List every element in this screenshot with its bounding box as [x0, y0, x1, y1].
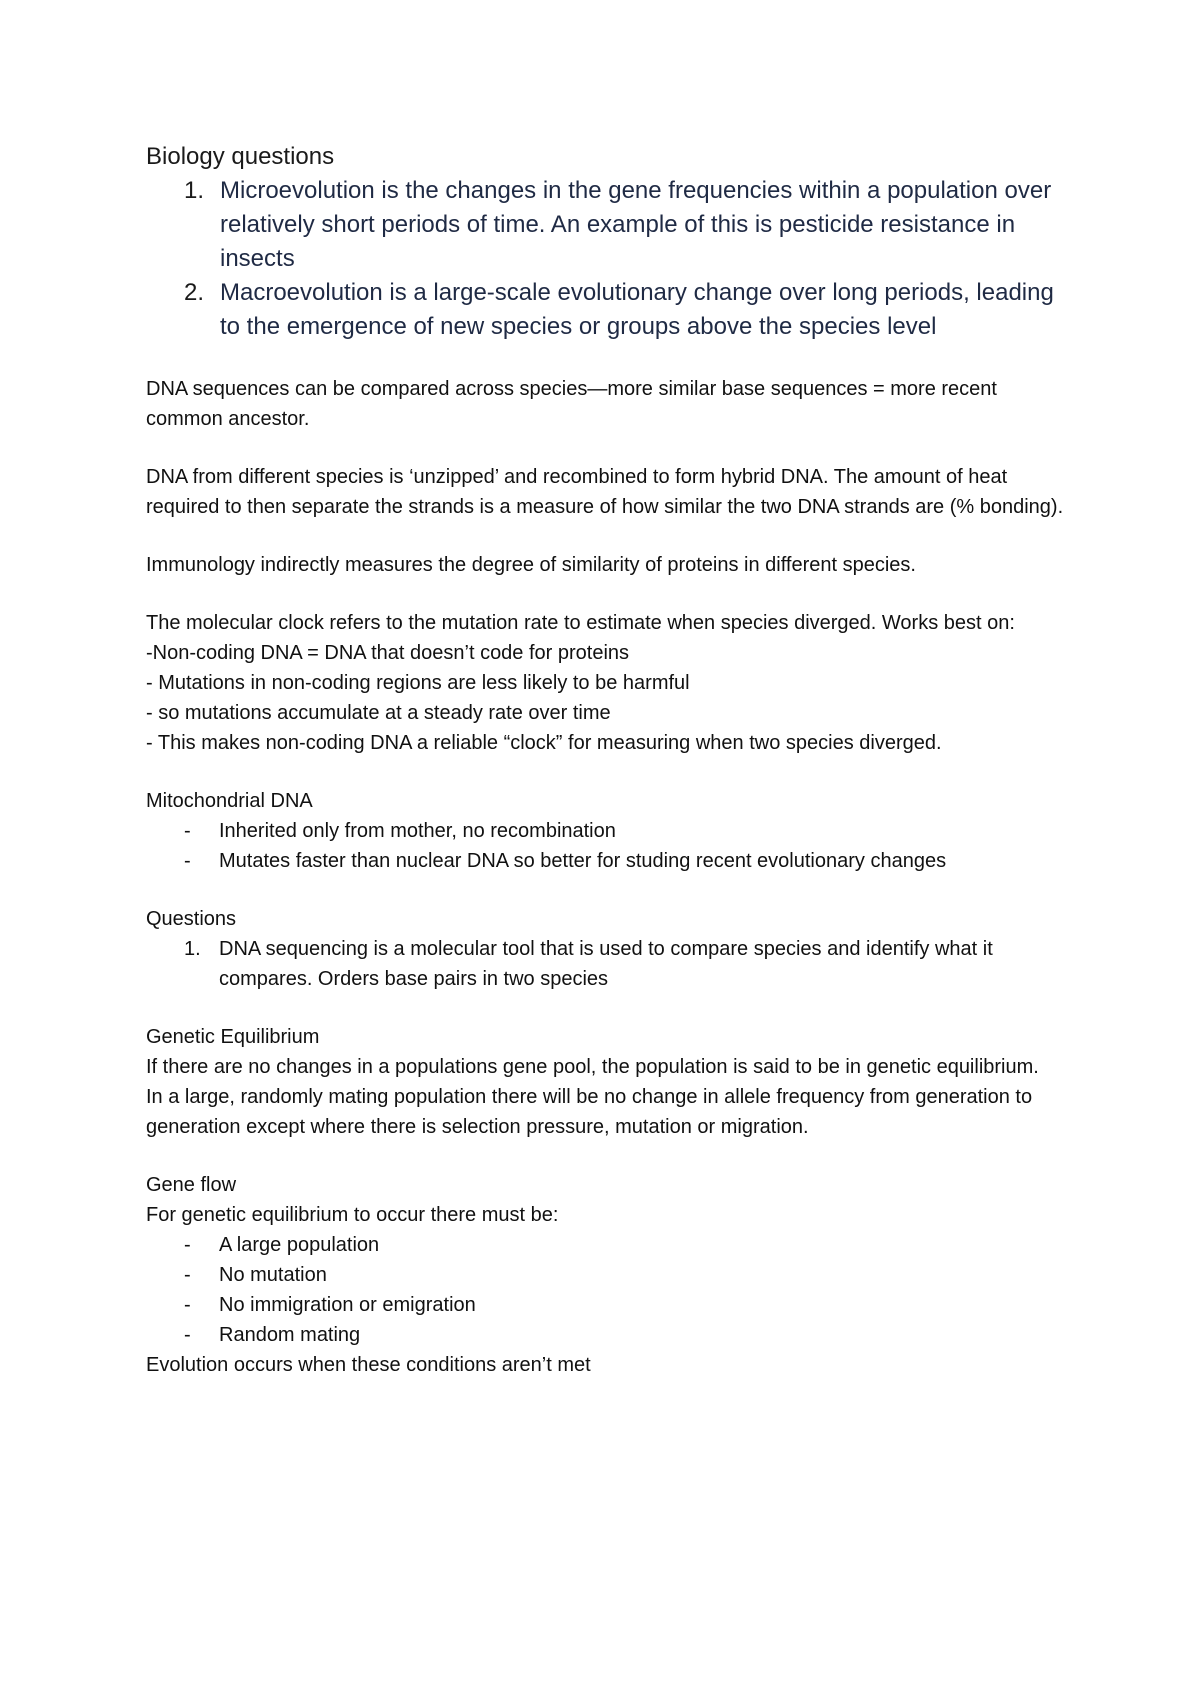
dash-bullet: -: [184, 1234, 191, 1256]
definitions-list: [146, 174, 1066, 344]
clock-line: -Non-coding DNA = DNA that doesn’t code for proteins: [146, 642, 630, 664]
list-item: [146, 1230, 1066, 1260]
clock-line: - This makes non-coding DNA a reliable “clock” for measuring when two species diverged.: [146, 732, 942, 754]
paragraph-molecular-clock: The molecular clock refers to the mutation rate to estimate when species diverged. Works best on:: [146, 612, 1015, 634]
paragraph-allele-frequency: In a large, randomly mating population there will be no change in allele frequency from generation to generation except where there is selection pressure, mutation or migration.: [146, 1086, 1033, 1138]
list-item-text: Random mating: [219, 1324, 361, 1346]
clock-line: - so mutations accumulate at a steady rate over time: [146, 702, 611, 724]
spacer: [146, 522, 1066, 550]
mitochondrial-list: [146, 816, 1066, 876]
spacer: [146, 758, 1066, 786]
section-heading-mitochondrial: Mitochondrial DNA: [146, 790, 313, 812]
list-item-text: Mutates faster than nuclear DNA so better for studing recent evolutionary changes: [219, 850, 947, 872]
paragraph-conditions-intro: For genetic equilibrium to occur there must be:: [146, 1204, 559, 1226]
document-title: Biology questions: [146, 143, 335, 170]
dash-bullet: -: [184, 850, 191, 872]
paragraph-genetic-equilibrium: If there are no changes in a populations gene pool, the population is said to be in genetic equilibrium.: [146, 1056, 1039, 1078]
list-item-text: Inherited only from mother, no recombination: [219, 820, 616, 842]
list-item: [146, 1260, 1066, 1290]
dash-bullet: -: [184, 1324, 191, 1346]
list-item-text: No mutation: [219, 1264, 327, 1286]
paragraph-evolution-occurs: Evolution occurs when these conditions aren’t met: [146, 1354, 591, 1376]
list-item: [146, 174, 1066, 276]
paragraph-hybrid-dna: DNA from different species is ‘unzipped’ and recombined to form hybrid DNA. The amount of heat required to then separate the strands is a measure of how similar the two DNA strands are (% bonding).: [146, 466, 1064, 518]
list-item: [146, 1320, 1066, 1350]
spacer: [146, 1142, 1066, 1170]
list-item: [146, 1290, 1066, 1320]
list-item-text: Microevolution is the changes in the gene frequencies within a population over relatively short periods of time. An example of this is pesticide resistance in insects: [220, 177, 1052, 272]
spacer: [146, 876, 1066, 904]
list-item-text: DNA sequencing is a molecular tool that is used to compare species and identify what it compares. Orders base pairs in two species: [219, 938, 993, 990]
list-item: [146, 816, 1066, 846]
list-item: [146, 276, 1066, 344]
section-heading-gene-flow: Gene flow: [146, 1174, 237, 1196]
spacer: [146, 994, 1066, 1022]
list-item-text: Macroevolution is a large-scale evolutionary change over long periods, leading to the emergence of new species or groups above the species level: [220, 279, 1054, 340]
spacer: [146, 344, 1066, 374]
dash-bullet: -: [184, 1294, 191, 1316]
conditions-list: [146, 1230, 1066, 1350]
spacer: [146, 434, 1066, 462]
questions-list: [146, 934, 1066, 994]
list-item: [146, 934, 1066, 994]
list-number: 1.: [184, 177, 205, 204]
paragraph-immunology: Immunology indirectly measures the degree of similarity of proteins in different species.: [146, 554, 916, 576]
section-heading-genetic-equilibrium: Genetic Equilibrium: [146, 1026, 320, 1048]
paragraph-dna-sequences: DNA sequences can be compared across species—more similar base sequences = more recent common ancestor.: [146, 378, 997, 430]
dash-bullet: -: [184, 1264, 191, 1286]
list-item: [146, 846, 1066, 876]
clock-line: - Mutations in non-coding regions are less likely to be harmful: [146, 672, 690, 694]
list-item-text: A large population: [219, 1234, 380, 1256]
dash-bullet: -: [184, 820, 191, 842]
list-number: 2.: [184, 279, 205, 306]
list-item-text: No immigration or emigration: [219, 1294, 476, 1316]
list-number: 1.: [184, 938, 201, 960]
spacer: [146, 580, 1066, 608]
section-heading-questions: Questions: [146, 908, 237, 930]
document-body: [146, 140, 1066, 1380]
